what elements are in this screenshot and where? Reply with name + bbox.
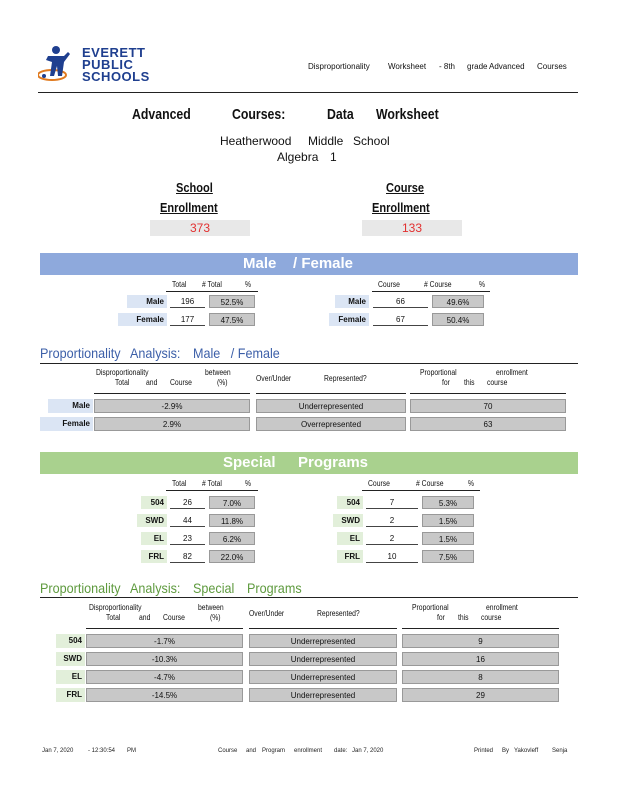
school-enrollment-label-2: Enrollment bbox=[160, 200, 218, 215]
504-disproportionality: -1.7% bbox=[86, 634, 243, 648]
page-title bbox=[0, 106, 618, 126]
header-word: Disproportionality bbox=[89, 603, 142, 612]
frl-pct: 22.0% bbox=[209, 550, 255, 563]
analysis-row-label-el: EL bbox=[56, 670, 85, 684]
504-total: 26 bbox=[170, 496, 205, 509]
column-header: # Course bbox=[424, 280, 452, 289]
title-word: / Female bbox=[230, 345, 280, 361]
header-word: this bbox=[464, 378, 475, 387]
el-course-pct: 1.5% bbox=[422, 532, 474, 545]
logo-line-1: EVERETT bbox=[82, 45, 146, 60]
column-header: % bbox=[245, 479, 252, 488]
male-course-pct: 49.6% bbox=[432, 295, 484, 308]
logo bbox=[38, 42, 153, 88]
header-word: for bbox=[442, 378, 450, 387]
female-total: 177 bbox=[170, 313, 205, 326]
footer-word: Senja bbox=[552, 748, 568, 754]
header-word: Advanced bbox=[489, 62, 525, 71]
title-word: Analysis: bbox=[130, 345, 181, 361]
swd-representation: Underrepresented bbox=[249, 652, 397, 666]
course-enrollment-label-2: Enrollment bbox=[372, 200, 430, 215]
header-rule bbox=[94, 393, 250, 394]
title-word: Proportionality bbox=[40, 580, 121, 596]
frl-course: 10 bbox=[366, 550, 418, 563]
footer-date: Jan 7, 2020 bbox=[42, 748, 74, 754]
school-word: School bbox=[353, 134, 390, 148]
special-table bbox=[0, 479, 618, 564]
header-word: between bbox=[205, 368, 231, 377]
el-proportional-enrollment: 8 bbox=[402, 670, 559, 684]
header-word: for bbox=[437, 613, 445, 622]
504-proportional-enrollment: 9 bbox=[402, 634, 559, 648]
female-pct: 47.5% bbox=[209, 313, 255, 326]
school-word: Middle bbox=[308, 134, 344, 148]
el-representation: Underrepresented bbox=[249, 670, 397, 684]
footer bbox=[0, 748, 618, 758]
special-analysis-headers bbox=[0, 603, 618, 631]
title-word: Data bbox=[327, 106, 354, 123]
header-word: enrollment bbox=[486, 603, 518, 612]
504-pct: 7.0% bbox=[209, 496, 255, 509]
title-word: Proportionality bbox=[40, 345, 121, 361]
male-proportional-enrollment: 70 bbox=[410, 399, 566, 413]
footer-word: and bbox=[246, 748, 257, 754]
header-word: Proportional bbox=[420, 368, 457, 377]
table-rule bbox=[166, 490, 258, 491]
male-representation: Underrepresented bbox=[256, 399, 406, 413]
row-label-male: Male bbox=[127, 295, 167, 308]
logo-figure-icon bbox=[38, 42, 78, 88]
header-word: and bbox=[139, 613, 151, 622]
header-rule bbox=[38, 92, 578, 93]
column-header: % bbox=[479, 280, 486, 289]
special-analysis-title bbox=[40, 580, 328, 596]
male-disproportionality: -2.9% bbox=[94, 399, 250, 413]
header-rule bbox=[86, 628, 243, 629]
el-disproportionality: -4.7% bbox=[86, 670, 243, 684]
title-word: Advanced bbox=[132, 106, 191, 123]
504-representation: Underrepresented bbox=[249, 634, 397, 648]
analysis-row-label-504: 504 bbox=[56, 634, 85, 648]
header-word: between bbox=[198, 603, 224, 612]
header-word: Disproportionality bbox=[96, 368, 149, 377]
gender-analysis-title bbox=[40, 345, 310, 361]
header-word: Total bbox=[106, 613, 121, 622]
course-word: Algebra bbox=[277, 150, 319, 164]
title-word: Male bbox=[193, 345, 221, 361]
header-word: Courses bbox=[537, 62, 567, 71]
column-header: # Course bbox=[416, 479, 444, 488]
row-label-female: Female bbox=[118, 313, 167, 326]
footer-word: Course bbox=[218, 748, 238, 754]
female-course: 67 bbox=[373, 313, 428, 326]
header-word: - 8th bbox=[439, 62, 456, 71]
row-label-504: 504 bbox=[141, 496, 167, 509]
swd-proportional-enrollment: 16 bbox=[402, 652, 559, 666]
header-word: Over/Under bbox=[256, 374, 292, 383]
el-total: 23 bbox=[170, 532, 205, 545]
column-header: Course bbox=[368, 479, 390, 488]
band-word: Programs bbox=[298, 454, 369, 471]
header-rule bbox=[256, 393, 406, 394]
header-word: enrollment bbox=[496, 368, 528, 377]
female-disproportionality: 2.9% bbox=[94, 417, 250, 431]
footer-word: Jan 7, 2020 bbox=[352, 748, 384, 754]
frl-total: 82 bbox=[170, 550, 205, 563]
header-word: (%) bbox=[217, 378, 228, 387]
row-label-frl: FRL bbox=[141, 550, 167, 563]
swd-course-pct: 1.5% bbox=[422, 514, 474, 527]
header-word: course bbox=[481, 613, 502, 622]
course-row-label-female: Female bbox=[329, 313, 369, 326]
school-word: Heatherwood bbox=[220, 134, 292, 148]
school-name bbox=[0, 134, 618, 148]
course-row-label-frl: FRL bbox=[337, 550, 363, 563]
column-header: % bbox=[245, 280, 252, 289]
logo-line-2: PUBLIC bbox=[82, 57, 134, 72]
frl-course-pct: 7.5% bbox=[422, 550, 474, 563]
course-name bbox=[0, 150, 618, 164]
header-word: and bbox=[146, 378, 158, 387]
header-rule bbox=[249, 628, 397, 629]
column-header: Total bbox=[172, 280, 187, 289]
course-row-label-504: 504 bbox=[337, 496, 363, 509]
female-representation: Overrepresented bbox=[256, 417, 406, 431]
header-word: Worksheet bbox=[388, 62, 427, 71]
course-row-label-el: EL bbox=[337, 532, 363, 545]
header-rule bbox=[410, 393, 566, 394]
footer-word: By bbox=[502, 748, 510, 754]
male-total: 196 bbox=[170, 295, 205, 308]
el-pct: 6.2% bbox=[209, 532, 255, 545]
header-word: Proportional bbox=[412, 603, 449, 612]
footer-ampm: PM bbox=[127, 748, 136, 754]
title-word: Programs bbox=[247, 580, 302, 596]
table-rule bbox=[372, 291, 490, 292]
course-word: 1 bbox=[330, 150, 337, 164]
swd-course: 2 bbox=[366, 514, 418, 527]
column-header: % bbox=[468, 479, 475, 488]
table-rule bbox=[362, 490, 480, 491]
section-rule bbox=[40, 597, 578, 598]
course-row-label-swd: SWD bbox=[333, 514, 363, 527]
analysis-row-label-female: Female bbox=[40, 417, 93, 431]
footer-word: Program bbox=[262, 748, 286, 754]
title-word: Courses: bbox=[232, 106, 286, 123]
analysis-row-label-frl: FRL bbox=[56, 688, 85, 702]
analysis-row-label-male: Male bbox=[48, 399, 93, 413]
course-enrollment-value: 133 bbox=[362, 220, 462, 236]
gender-analysis-headers bbox=[0, 368, 618, 396]
column-header: Course bbox=[378, 280, 400, 289]
header-word: grade bbox=[467, 62, 488, 71]
band-word: / Female bbox=[293, 255, 354, 272]
section-rule bbox=[40, 363, 578, 364]
header-word: Course bbox=[163, 613, 185, 622]
header-rule bbox=[402, 628, 559, 629]
special-analysis-rows bbox=[0, 634, 618, 704]
title-word: Worksheet bbox=[376, 106, 439, 123]
school-enrollment-value: 373 bbox=[150, 220, 250, 236]
female-course-pct: 50.4% bbox=[432, 313, 484, 326]
504-course: 7 bbox=[366, 496, 418, 509]
band-word: Male bbox=[243, 255, 277, 272]
title-word: Analysis: bbox=[130, 580, 181, 596]
504-course-pct: 5.3% bbox=[422, 496, 474, 509]
gender-analysis-rows bbox=[0, 399, 618, 435]
header-word: (%) bbox=[210, 613, 221, 622]
band-word: Special bbox=[223, 454, 276, 471]
swd-disproportionality: -10.3% bbox=[86, 652, 243, 666]
frl-proportional-enrollment: 29 bbox=[402, 688, 559, 702]
column-header: # Total bbox=[202, 479, 222, 488]
row-label-el: EL bbox=[141, 532, 167, 545]
male-course: 66 bbox=[373, 295, 428, 308]
swd-pct: 11.8% bbox=[209, 514, 255, 527]
special-section-band bbox=[40, 452, 578, 474]
footer-word: Printed bbox=[474, 748, 494, 754]
footer-word: Yakovleff bbox=[514, 748, 539, 754]
row-label-swd: SWD bbox=[137, 514, 167, 527]
gender-section-band bbox=[40, 253, 578, 275]
school-enrollment-label-1: School bbox=[176, 180, 213, 195]
header-word: this bbox=[458, 613, 469, 622]
header-word: Represented? bbox=[317, 609, 360, 618]
header-word: course bbox=[487, 378, 508, 387]
swd-total: 44 bbox=[170, 514, 205, 527]
male-pct: 52.5% bbox=[209, 295, 255, 308]
column-header: Total bbox=[172, 479, 187, 488]
header-word: Total bbox=[115, 378, 130, 387]
footer-word: enrollment bbox=[294, 748, 323, 754]
logo-line-3: SCHOOLS bbox=[82, 69, 150, 84]
title-word: Special bbox=[193, 580, 235, 596]
female-proportional-enrollment: 63 bbox=[410, 417, 566, 431]
course-row-label-male: Male bbox=[335, 295, 369, 308]
header-word: Represented? bbox=[324, 374, 367, 383]
course-enrollment bbox=[362, 180, 462, 240]
column-header: # Total bbox=[202, 280, 222, 289]
frl-representation: Underrepresented bbox=[249, 688, 397, 702]
header-word: Disproportionality bbox=[308, 62, 370, 71]
frl-disproportionality: -14.5% bbox=[86, 688, 243, 702]
footer-word: date: bbox=[334, 748, 348, 754]
gender-table bbox=[0, 280, 618, 330]
school-enrollment bbox=[150, 180, 250, 240]
header-word: Over/Under bbox=[249, 609, 285, 618]
course-enrollment-label-1: Course bbox=[386, 180, 425, 195]
header-word: Course bbox=[170, 378, 192, 387]
footer-time: - 12:30:54 bbox=[88, 748, 116, 754]
el-course: 2 bbox=[366, 532, 418, 545]
analysis-row-label-swd: SWD bbox=[56, 652, 85, 666]
table-rule bbox=[166, 291, 258, 292]
